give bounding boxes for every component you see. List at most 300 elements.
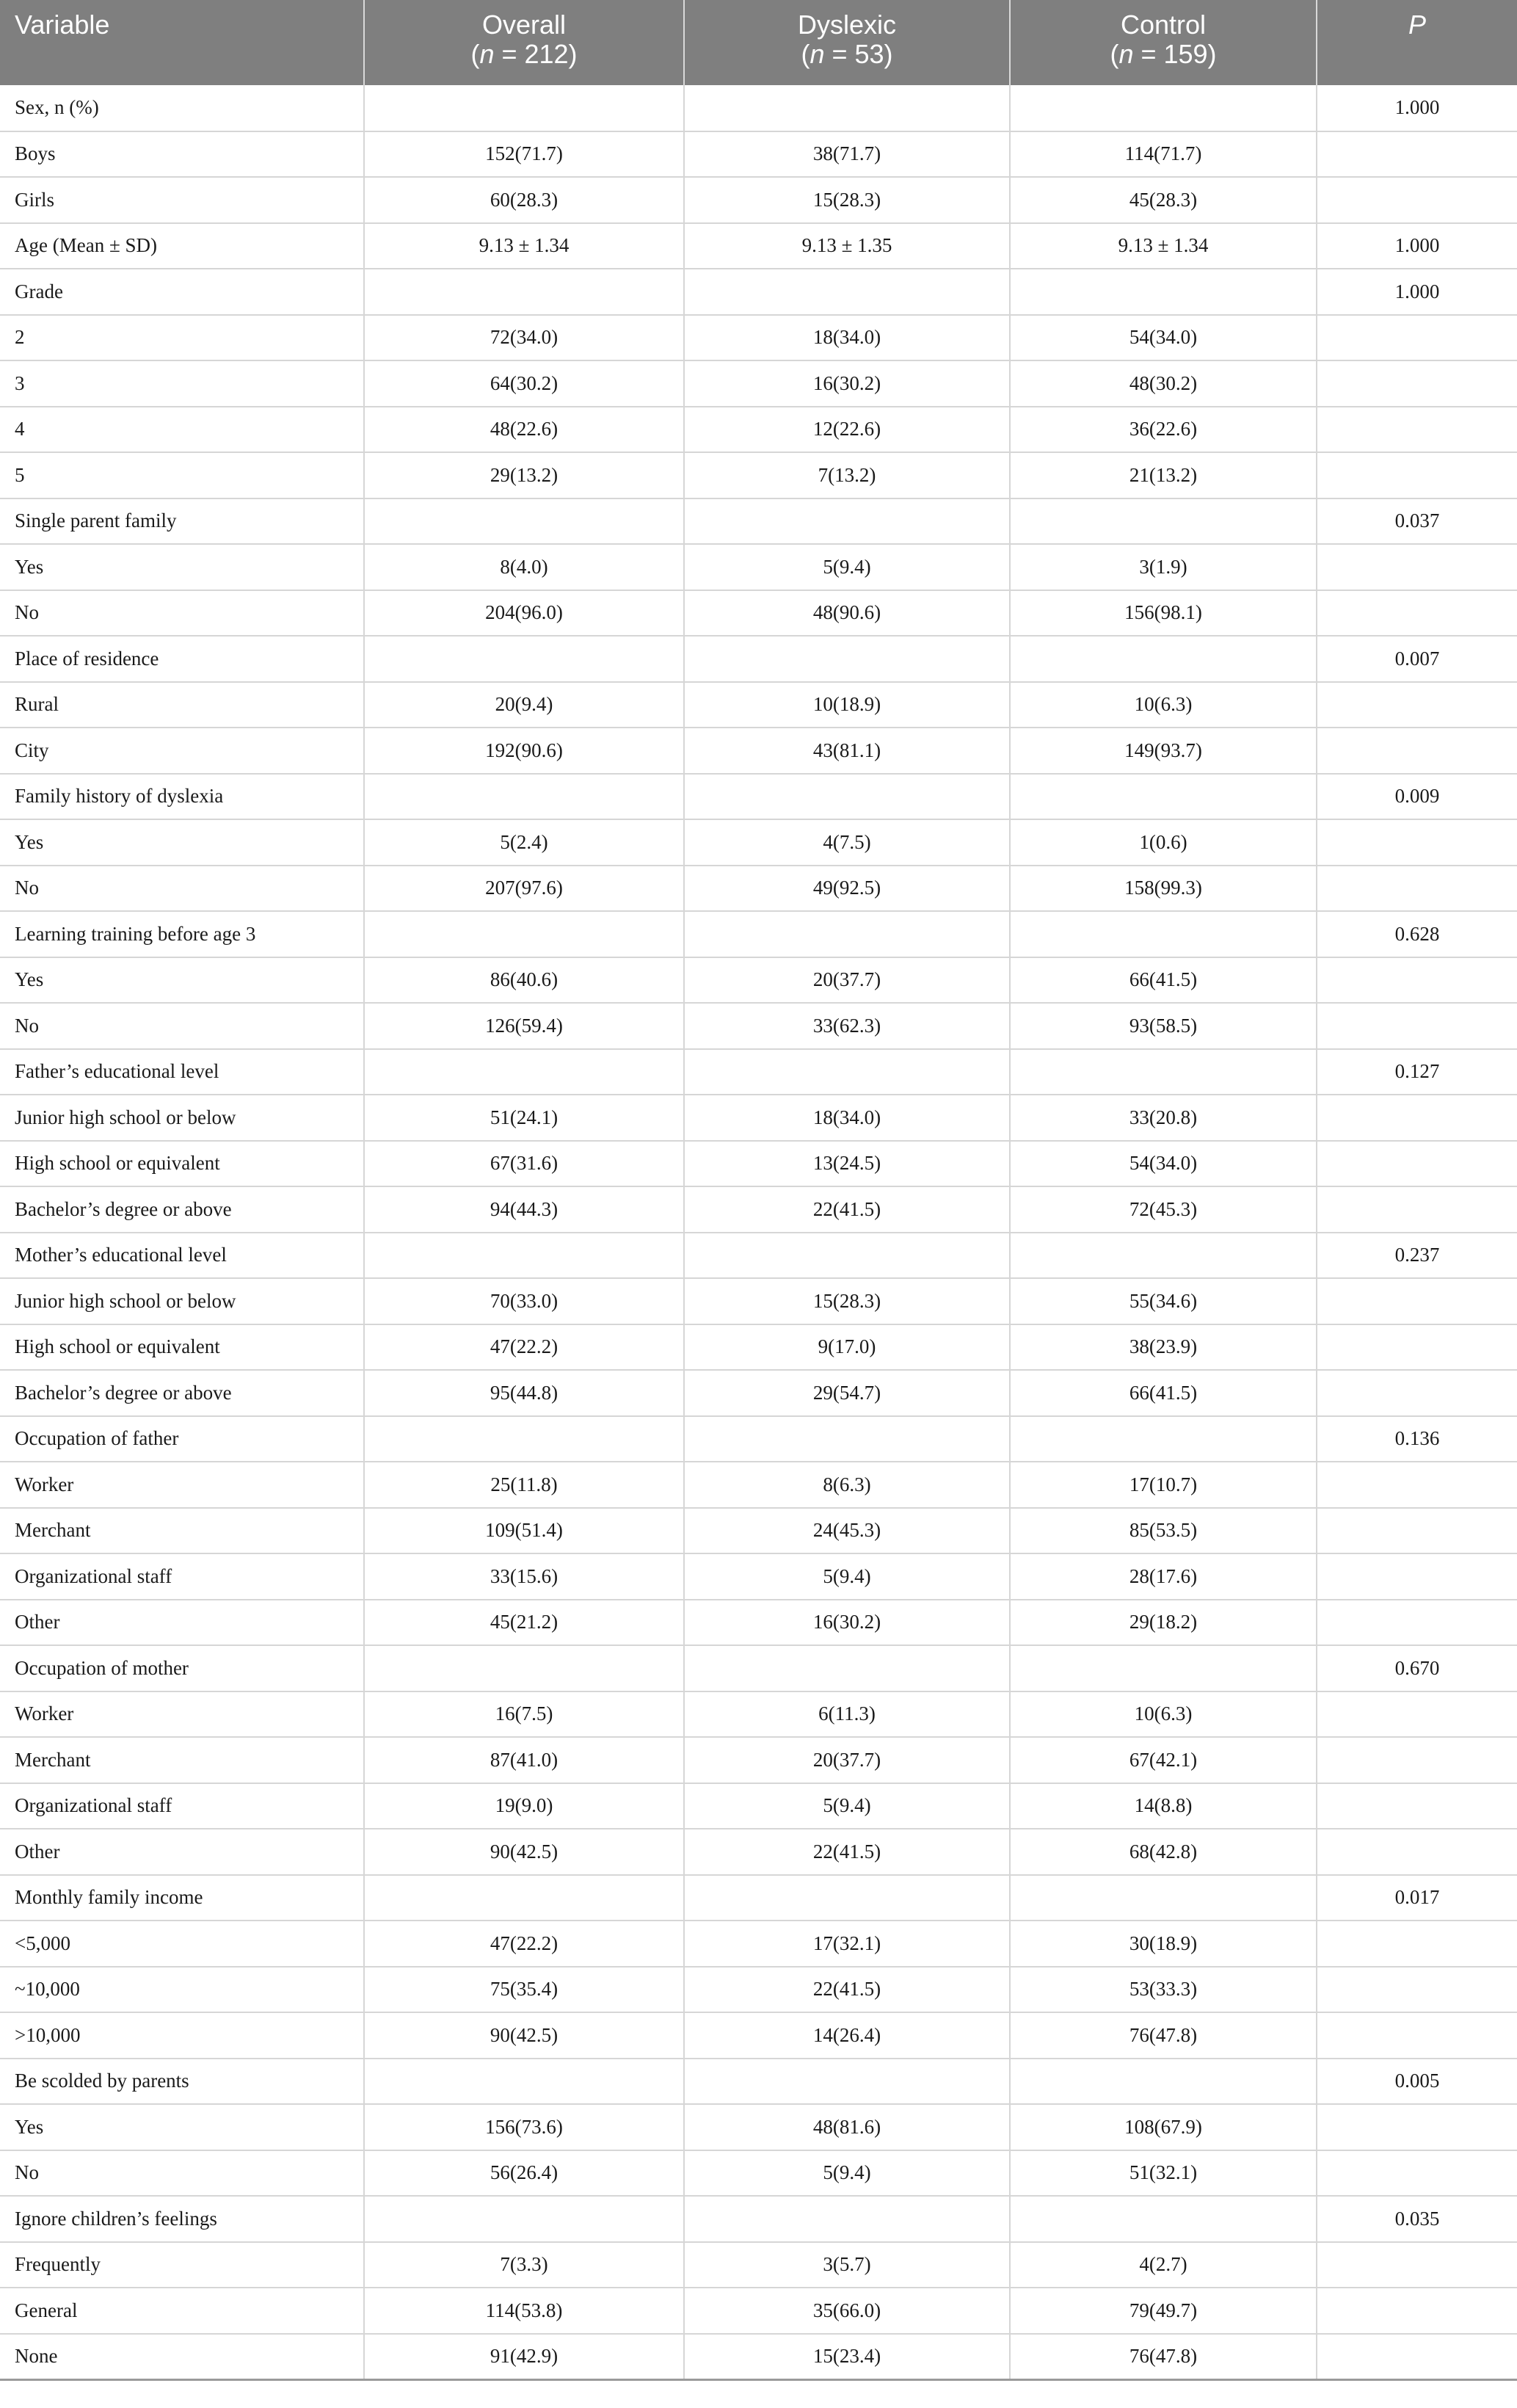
cell-dyslexic — [684, 1875, 1010, 1921]
cell-control: 114(71.7) — [1010, 131, 1317, 178]
cell-p-value — [1317, 452, 1517, 498]
cell-dyslexic: 38(71.7) — [684, 131, 1010, 178]
cell-dyslexic: 17(32.1) — [684, 1921, 1010, 1967]
cell-p-value — [1317, 315, 1517, 361]
cell-overall: 94(44.3) — [364, 1186, 684, 1233]
cell-p-value — [1317, 544, 1517, 590]
header-overall-n-suffix: = 212) — [494, 39, 578, 69]
cell-variable: 4 — [0, 407, 364, 453]
table-row — [0, 2059, 1517, 2105]
cell-p-value — [1317, 407, 1517, 453]
cell-p-value: 1.000 — [1317, 223, 1517, 269]
cell-dyslexic — [684, 1049, 1010, 1095]
cell-control: 30(18.9) — [1010, 1921, 1317, 1967]
cell-variable: Mother’s educational level — [0, 1233, 364, 1279]
cell-control — [1010, 1416, 1317, 1462]
header-dyslexic-n-prefix: ( — [801, 39, 810, 69]
cell-p-value — [1317, 1829, 1517, 1875]
cell-variable: Junior high school or below — [0, 1278, 364, 1324]
cell-p-value — [1317, 1691, 1517, 1738]
cell-p-value — [1317, 1462, 1517, 1508]
cell-control: 54(34.0) — [1010, 1141, 1317, 1187]
table-row — [0, 1921, 1517, 1967]
header-overall — [364, 0, 684, 85]
cell-control: 158(99.3) — [1010, 866, 1317, 912]
cell-overall — [364, 636, 684, 682]
table-row — [0, 1508, 1517, 1554]
cell-control: 29(18.2) — [1010, 1600, 1317, 1646]
header-control-n — [1025, 40, 1301, 69]
table-row — [0, 2334, 1517, 2380]
table-row — [0, 1278, 1517, 1324]
cell-control: 45(28.3) — [1010, 177, 1317, 223]
cell-variable: Yes — [0, 2104, 364, 2150]
cell-p-value — [1317, 177, 1517, 223]
cell-p-value: 0.136 — [1317, 1416, 1517, 1462]
cell-variable: None — [0, 2334, 364, 2380]
header-dyslexic-n-var: n — [810, 39, 825, 69]
table-row — [0, 131, 1517, 178]
cell-variable: Grade — [0, 269, 364, 315]
cell-overall: 5(2.4) — [364, 819, 684, 866]
cell-variable: Be scolded by parents — [0, 2059, 364, 2105]
cell-p-value — [1317, 1600, 1517, 1646]
cell-overall — [364, 1233, 684, 1279]
cell-overall — [364, 85, 684, 131]
table-row — [0, 1233, 1517, 1279]
cell-dyslexic: 9.13 ± 1.35 — [684, 223, 1010, 269]
cell-overall: 70(33.0) — [364, 1278, 684, 1324]
cell-control: 10(6.3) — [1010, 682, 1317, 728]
cell-dyslexic — [684, 1233, 1010, 1279]
cell-overall: 156(73.6) — [364, 2104, 684, 2150]
cell-dyslexic: 29(54.7) — [684, 1370, 1010, 1416]
table-row — [0, 1600, 1517, 1646]
cell-p-value — [1317, 2334, 1517, 2380]
table-row — [0, 1875, 1517, 1921]
table-row — [0, 498, 1517, 545]
cell-control — [1010, 1233, 1317, 1279]
table-row — [0, 269, 1517, 315]
cell-variable: Organizational staff — [0, 1553, 364, 1600]
cell-overall: 126(59.4) — [364, 1003, 684, 1049]
cell-variable: Ignore children’s feelings — [0, 2196, 364, 2242]
cell-p-value — [1317, 590, 1517, 637]
cell-overall: 192(90.6) — [364, 728, 684, 774]
cell-overall: 33(15.6) — [364, 1553, 684, 1600]
cell-control: 108(67.9) — [1010, 2104, 1317, 2150]
cell-p-value: 0.237 — [1317, 1233, 1517, 1279]
cell-variable: Merchant — [0, 1737, 364, 1783]
cell-control — [1010, 498, 1317, 545]
table-row — [0, 1737, 1517, 1783]
table-row — [0, 2150, 1517, 2197]
cell-control: 14(8.8) — [1010, 1783, 1317, 1829]
cell-overall: 152(71.7) — [364, 131, 684, 178]
cell-overall: 87(41.0) — [364, 1737, 684, 1783]
cell-variable: Other — [0, 1600, 364, 1646]
cell-p-value — [1317, 1186, 1517, 1233]
cell-dyslexic: 7(13.2) — [684, 452, 1010, 498]
header-p-label: P — [1408, 10, 1426, 40]
cell-variable: No — [0, 866, 364, 912]
cell-control: 85(53.5) — [1010, 1508, 1317, 1554]
cell-variable: 5 — [0, 452, 364, 498]
cell-dyslexic: 15(28.3) — [684, 1278, 1010, 1324]
cell-overall: 56(26.4) — [364, 2150, 684, 2197]
table-row — [0, 2242, 1517, 2288]
cell-p-value: 0.005 — [1317, 2059, 1517, 2105]
cell-p-value — [1317, 1278, 1517, 1324]
header-p-value — [1317, 0, 1517, 85]
cell-p-value: 0.670 — [1317, 1645, 1517, 1691]
cell-control: 76(47.8) — [1010, 2334, 1317, 2380]
cell-overall: 207(97.6) — [364, 866, 684, 912]
cell-control: 79(49.7) — [1010, 2288, 1317, 2334]
cell-p-value — [1317, 1095, 1517, 1141]
cell-variable: Learning training before age 3 — [0, 911, 364, 957]
table-row — [0, 866, 1517, 912]
cell-variable: <5,000 — [0, 1921, 364, 1967]
cell-p-value — [1317, 2104, 1517, 2150]
cell-variable: 2 — [0, 315, 364, 361]
cell-control: 67(42.1) — [1010, 1737, 1317, 1783]
header-overall-n — [379, 40, 669, 69]
cell-control: 51(32.1) — [1010, 2150, 1317, 2197]
cell-variable: Single parent family — [0, 498, 364, 545]
header-overall-n-prefix: ( — [470, 39, 480, 69]
cell-dyslexic: 5(9.4) — [684, 1553, 1010, 1600]
cell-overall: 47(22.2) — [364, 1921, 684, 1967]
cell-overall: 16(7.5) — [364, 1691, 684, 1738]
cell-variable: Other — [0, 1829, 364, 1875]
header-overall-n-var: n — [479, 39, 495, 69]
table-row — [0, 2012, 1517, 2059]
cell-variable: Girls — [0, 177, 364, 223]
cell-overall: 91(42.9) — [364, 2334, 684, 2380]
cell-dyslexic: 5(9.4) — [684, 2150, 1010, 2197]
cell-variable: >10,000 — [0, 2012, 364, 2059]
cell-dyslexic: 3(5.7) — [684, 2242, 1010, 2288]
cell-overall: 64(30.2) — [364, 360, 684, 407]
cell-control: 54(34.0) — [1010, 315, 1317, 361]
cell-variable: Bachelor’s degree or above — [0, 1186, 364, 1233]
cell-dyslexic — [684, 2196, 1010, 2242]
cell-overall — [364, 1875, 684, 1921]
cell-overall — [364, 1049, 684, 1095]
cell-control: 1(0.6) — [1010, 819, 1317, 866]
cell-overall: 114(53.8) — [364, 2288, 684, 2334]
cell-p-value: 0.017 — [1317, 1875, 1517, 1921]
cell-overall: 25(11.8) — [364, 1462, 684, 1508]
header-overall-label: Overall — [481, 10, 567, 40]
cell-control: 53(33.3) — [1010, 1967, 1317, 2013]
cell-control: 149(93.7) — [1010, 728, 1317, 774]
cell-p-value — [1317, 360, 1517, 407]
cell-p-value: 0.035 — [1317, 2196, 1517, 2242]
cell-dyslexic: 20(37.7) — [684, 1737, 1010, 1783]
cell-p-value — [1317, 1967, 1517, 2013]
cell-control: 4(2.7) — [1010, 2242, 1317, 2288]
cell-control: 72(45.3) — [1010, 1186, 1317, 1233]
table-row — [0, 223, 1517, 269]
cell-dyslexic — [684, 774, 1010, 820]
cell-control: 48(30.2) — [1010, 360, 1317, 407]
cell-control — [1010, 1049, 1317, 1095]
cell-dyslexic: 16(30.2) — [684, 1600, 1010, 1646]
cell-variable: No — [0, 1003, 364, 1049]
cell-variable: 3 — [0, 360, 364, 407]
cell-variable: No — [0, 2150, 364, 2197]
cell-variable: Rural — [0, 682, 364, 728]
cell-overall: 8(4.0) — [364, 544, 684, 590]
cell-overall: 67(31.6) — [364, 1141, 684, 1187]
cell-variable: Boys — [0, 131, 364, 178]
cell-p-value — [1317, 1003, 1517, 1049]
cell-variable: Age (Mean ± SD) — [0, 223, 364, 269]
header-control-n-var: n — [1118, 39, 1134, 69]
cell-p-value — [1317, 1783, 1517, 1829]
cell-overall: 51(24.1) — [364, 1095, 684, 1141]
cell-dyslexic: 43(81.1) — [684, 728, 1010, 774]
cell-overall: 45(21.2) — [364, 1600, 684, 1646]
cell-dyslexic — [684, 498, 1010, 545]
cell-variable: City — [0, 728, 364, 774]
cell-control: 36(22.6) — [1010, 407, 1317, 453]
cell-control: 10(6.3) — [1010, 1691, 1317, 1738]
cell-p-value — [1317, 2150, 1517, 2197]
table-row — [0, 1462, 1517, 1508]
cell-control: 66(41.5) — [1010, 1370, 1317, 1416]
table-row — [0, 1095, 1517, 1141]
table-row — [0, 544, 1517, 590]
cell-control: 93(58.5) — [1010, 1003, 1317, 1049]
header-control-label: Control — [1120, 10, 1207, 40]
cell-overall: 109(51.4) — [364, 1508, 684, 1554]
table-row — [0, 1186, 1517, 1233]
table-row — [0, 1553, 1517, 1600]
cell-dyslexic: 4(7.5) — [684, 819, 1010, 866]
cell-dyslexic: 48(90.6) — [684, 590, 1010, 637]
cell-p-value — [1317, 1370, 1517, 1416]
cell-overall — [364, 774, 684, 820]
cell-dyslexic: 13(24.5) — [684, 1141, 1010, 1187]
cell-variable: Yes — [0, 957, 364, 1004]
cell-dyslexic: 15(23.4) — [684, 2334, 1010, 2380]
cell-p-value — [1317, 2012, 1517, 2059]
header-control-n-suffix: = 159) — [1133, 39, 1217, 69]
cell-dyslexic: 22(41.5) — [684, 1967, 1010, 2013]
cell-p-value — [1317, 819, 1517, 866]
cell-control — [1010, 269, 1317, 315]
table-row — [0, 1829, 1517, 1875]
cell-overall — [364, 2196, 684, 2242]
cell-overall — [364, 1416, 684, 1462]
header-dyslexic-label: Dyslexic — [797, 10, 896, 40]
cell-variable: ~10,000 — [0, 1967, 364, 2013]
cell-variable: No — [0, 590, 364, 637]
cell-control — [1010, 636, 1317, 682]
cell-variable: Frequently — [0, 2242, 364, 2288]
cell-control: 55(34.6) — [1010, 1278, 1317, 1324]
cell-overall: 9.13 ± 1.34 — [364, 223, 684, 269]
cell-dyslexic: 48(81.6) — [684, 2104, 1010, 2150]
cell-overall: 29(13.2) — [364, 452, 684, 498]
table-row — [0, 2104, 1517, 2150]
cell-control — [1010, 774, 1317, 820]
cell-variable: Worker — [0, 1691, 364, 1738]
cell-variable: Yes — [0, 819, 364, 866]
cell-p-value — [1317, 1508, 1517, 1554]
cell-dyslexic: 8(6.3) — [684, 1462, 1010, 1508]
cell-variable: Bachelor’s degree or above — [0, 1370, 364, 1416]
cell-dyslexic: 10(18.9) — [684, 682, 1010, 728]
table-row — [0, 1141, 1517, 1187]
table-row — [0, 819, 1517, 866]
cell-variable: Organizational staff — [0, 1783, 364, 1829]
cell-control — [1010, 1645, 1317, 1691]
cell-control: 68(42.8) — [1010, 1829, 1317, 1875]
header-dyslexic-n-suffix: = 53) — [824, 39, 893, 69]
cell-p-value — [1317, 866, 1517, 912]
table-row — [0, 177, 1517, 223]
cell-p-value — [1317, 728, 1517, 774]
cell-overall: 95(44.8) — [364, 1370, 684, 1416]
cell-control: 156(98.1) — [1010, 590, 1317, 637]
cell-dyslexic — [684, 911, 1010, 957]
cell-p-value: 1.000 — [1317, 85, 1517, 131]
table-row — [0, 1049, 1517, 1095]
table-row — [0, 957, 1517, 1004]
cell-overall: 86(40.6) — [364, 957, 684, 1004]
table-row — [0, 1967, 1517, 2013]
cell-overall: 48(22.6) — [364, 407, 684, 453]
cell-dyslexic — [684, 85, 1010, 131]
table-row — [0, 85, 1517, 131]
table-row — [0, 590, 1517, 637]
header-dyslexic-n — [699, 40, 994, 69]
cell-variable: High school or equivalent — [0, 1324, 364, 1371]
cell-p-value: 0.009 — [1317, 774, 1517, 820]
cell-variable: General — [0, 2288, 364, 2334]
cell-overall — [364, 269, 684, 315]
cell-overall: 90(42.5) — [364, 1829, 684, 1875]
cell-control: 76(47.8) — [1010, 2012, 1317, 2059]
cell-p-value — [1317, 2242, 1517, 2288]
cell-overall: 19(9.0) — [364, 1783, 684, 1829]
cell-control: 9.13 ± 1.34 — [1010, 223, 1317, 269]
cell-dyslexic: 5(9.4) — [684, 544, 1010, 590]
cell-variable: Father’s educational level — [0, 1049, 364, 1095]
table-row — [0, 774, 1517, 820]
cell-variable: Merchant — [0, 1508, 364, 1554]
cell-p-value: 0.127 — [1317, 1049, 1517, 1095]
cell-control — [1010, 2059, 1317, 2105]
cell-control — [1010, 1875, 1317, 1921]
cell-overall: 7(3.3) — [364, 2242, 684, 2288]
cell-control: 66(41.5) — [1010, 957, 1317, 1004]
cell-dyslexic: 33(62.3) — [684, 1003, 1010, 1049]
header-row — [0, 0, 1517, 85]
cell-control — [1010, 911, 1317, 957]
table-row — [0, 1783, 1517, 1829]
cell-p-value — [1317, 2288, 1517, 2334]
cell-variable: Monthly family income — [0, 1875, 364, 1921]
cell-dyslexic — [684, 1416, 1010, 1462]
cell-p-value — [1317, 1553, 1517, 1600]
table-row — [0, 636, 1517, 682]
table-row — [0, 682, 1517, 728]
cell-dyslexic: 20(37.7) — [684, 957, 1010, 1004]
cell-p-value — [1317, 682, 1517, 728]
cell-dyslexic: 12(22.6) — [684, 407, 1010, 453]
table-row — [0, 911, 1517, 957]
header-control-n-prefix: ( — [1110, 39, 1119, 69]
cell-dyslexic — [684, 1645, 1010, 1691]
cell-variable: Place of residence — [0, 636, 364, 682]
cell-dyslexic: 18(34.0) — [684, 1095, 1010, 1141]
header-variable — [0, 0, 364, 85]
cell-dyslexic: 18(34.0) — [684, 315, 1010, 361]
header-dyslexic — [684, 0, 1010, 85]
cell-variable: High school or equivalent — [0, 1141, 364, 1187]
cell-dyslexic: 9(17.0) — [684, 1324, 1010, 1371]
cell-control — [1010, 2196, 1317, 2242]
cell-control: 28(17.6) — [1010, 1553, 1317, 1600]
table-row — [0, 1645, 1517, 1691]
cell-p-value — [1317, 1921, 1517, 1967]
cell-p-value: 0.628 — [1317, 911, 1517, 957]
cell-dyslexic: 16(30.2) — [684, 360, 1010, 407]
cell-variable: Yes — [0, 544, 364, 590]
cell-variable: Worker — [0, 1462, 364, 1508]
cell-variable: Occupation of mother — [0, 1645, 364, 1691]
cell-dyslexic: 49(92.5) — [684, 866, 1010, 912]
table-row — [0, 1416, 1517, 1462]
cell-overall — [364, 498, 684, 545]
table-row — [0, 728, 1517, 774]
cell-dyslexic: 22(41.5) — [684, 1829, 1010, 1875]
table-row — [0, 1370, 1517, 1416]
cell-overall: 60(28.3) — [364, 177, 684, 223]
cell-p-value — [1317, 1141, 1517, 1187]
cell-dyslexic — [684, 636, 1010, 682]
cell-dyslexic: 35(66.0) — [684, 2288, 1010, 2334]
cell-control: 21(13.2) — [1010, 452, 1317, 498]
cell-dyslexic: 15(28.3) — [684, 177, 1010, 223]
cell-control: 3(1.9) — [1010, 544, 1317, 590]
cell-p-value: 1.000 — [1317, 269, 1517, 315]
cell-dyslexic: 14(26.4) — [684, 2012, 1010, 2059]
cell-dyslexic: 22(41.5) — [684, 1186, 1010, 1233]
cell-variable: Sex, n (%) — [0, 85, 364, 131]
cell-overall: 72(34.0) — [364, 315, 684, 361]
cell-overall — [364, 2059, 684, 2105]
cell-p-value — [1317, 1737, 1517, 1783]
cell-p-value — [1317, 131, 1517, 178]
cell-overall: 20(9.4) — [364, 682, 684, 728]
cell-dyslexic: 24(45.3) — [684, 1508, 1010, 1554]
table-row — [0, 1691, 1517, 1738]
cell-overall: 90(42.5) — [364, 2012, 684, 2059]
table-row — [0, 1324, 1517, 1371]
table-row — [0, 2196, 1517, 2242]
table-row — [0, 452, 1517, 498]
cell-p-value: 0.007 — [1317, 636, 1517, 682]
cell-variable: Family history of dyslexia — [0, 774, 364, 820]
table-row — [0, 1003, 1517, 1049]
cell-p-value: 0.037 — [1317, 498, 1517, 545]
